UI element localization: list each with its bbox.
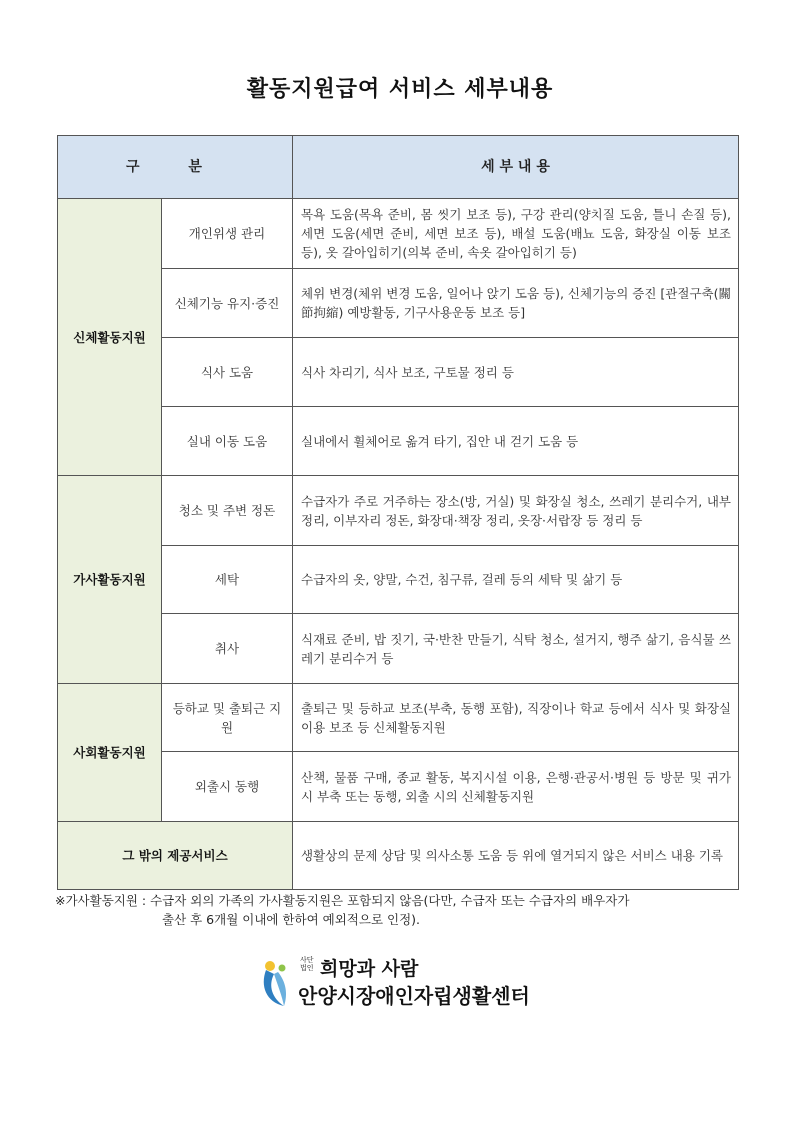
description: 산책, 물품 구매, 종교 활동, 복지시설 이용, 은행·관공서·병원 등 방문 및 귀가 시 부축 또는 동행, 외출 시의 신체활동지원 — [293, 752, 739, 822]
table-row — [58, 684, 739, 752]
category-physical: 신체활동지원 — [58, 199, 162, 476]
footnote-line-1: ※가사활동지원 : 수급자 외의 가족의 가사활동지원은 포함되지 않음(다만, 수급자 또는 수급자의 배우자가 — [55, 893, 630, 908]
category-other: 그 밖의 제공서비스 — [58, 822, 293, 890]
organization-logo — [258, 952, 558, 1012]
footnote — [55, 891, 755, 929]
subcategory: 등하교 및 출퇴근 지원 — [162, 684, 293, 752]
subcategory: 외출시 동행 — [162, 752, 293, 822]
subcategory: 세탁 — [162, 546, 293, 614]
description: 수급자가 주로 거주하는 장소(방, 거실) 및 화장실 청소, 쓰레기 분리수거, 내부 정리, 이부자리 정돈, 화장대·책장 정리, 옷장·서랍장 등 정리 등 — [293, 476, 739, 546]
description: 생활상의 문제 상담 및 의사소통 도움 등 위에 열거되지 않은 서비스 내용 기록 — [293, 822, 739, 890]
subcategory: 식사 도움 — [162, 338, 293, 407]
page-title: 활동지원급여 서비스 세부내용 — [246, 77, 554, 102]
category-housework: 가사활동지원 — [58, 476, 162, 684]
description: 식사 차리기, 식사 보조, 구토물 정리 등 — [293, 338, 739, 407]
subcategory: 청소 및 주변 정돈 — [162, 476, 293, 546]
logo-mark-icon — [258, 956, 298, 1008]
category-social: 사회활동지원 — [58, 684, 162, 822]
subcategory: 신체기능 유지·증진 — [162, 269, 293, 338]
description: 수급자의 옷, 양말, 수건, 침구류, 걸레 등의 세탁 및 삶기 등 — [293, 546, 739, 614]
service-table — [57, 135, 739, 890]
subcategory: 실내 이동 도움 — [162, 407, 293, 476]
logo-corp-label: 사단 법인 — [300, 956, 314, 972]
table-row — [58, 476, 739, 546]
header-category: 구 분 — [58, 136, 293, 199]
description: 식재료 준비, 밥 짓기, 국·반찬 만들기, 식탁 청소, 설거지, 행주 삶기, 음식물 쓰레기 분리수거 등 — [293, 614, 739, 684]
subcategory: 개인위생 관리 — [162, 199, 293, 269]
header-details: 세 부 내 용 — [293, 136, 739, 199]
description: 체위 변경(체위 변경 도움, 일어나 앉기 도움 등), 신체기능의 증진 [관절구축(關節拘縮) 예방활동, 기구사용운동 보조 등] — [293, 269, 739, 338]
table-header-row — [58, 136, 739, 199]
table-row — [58, 822, 739, 890]
logo-organization-name: 안양시장애인자립생활센터 — [298, 984, 530, 1008]
footnote-line-2: 출산 후 6개월 이내에 한하여 예외적으로 인정). — [162, 912, 420, 927]
description: 실내에서 휠체어로 옮겨 타기, 집안 내 걷기 도움 등 — [293, 407, 739, 476]
description: 출퇴근 및 등하교 보조(부축, 동행 포함), 직장이나 학교 등에서 식사 및 화장실 이용 보조 등 신체활동지원 — [293, 684, 739, 752]
description: 목욕 도움(목욕 준비, 몸 씻기 보조 등), 구강 관리(양치질 도움, 틀니 손질 등), 세면 도움(세면 준비, 세면 보조 등), 배설 도움(배뇨 도움, 화장실 이동 보조 등), 옷 갈아입히기(의복 준비, 속옷 갈아입히기 등) — [293, 199, 739, 269]
table-row — [58, 199, 739, 269]
subcategory: 취사 — [162, 614, 293, 684]
logo-slogan: 희망과 사람 — [320, 958, 419, 980]
